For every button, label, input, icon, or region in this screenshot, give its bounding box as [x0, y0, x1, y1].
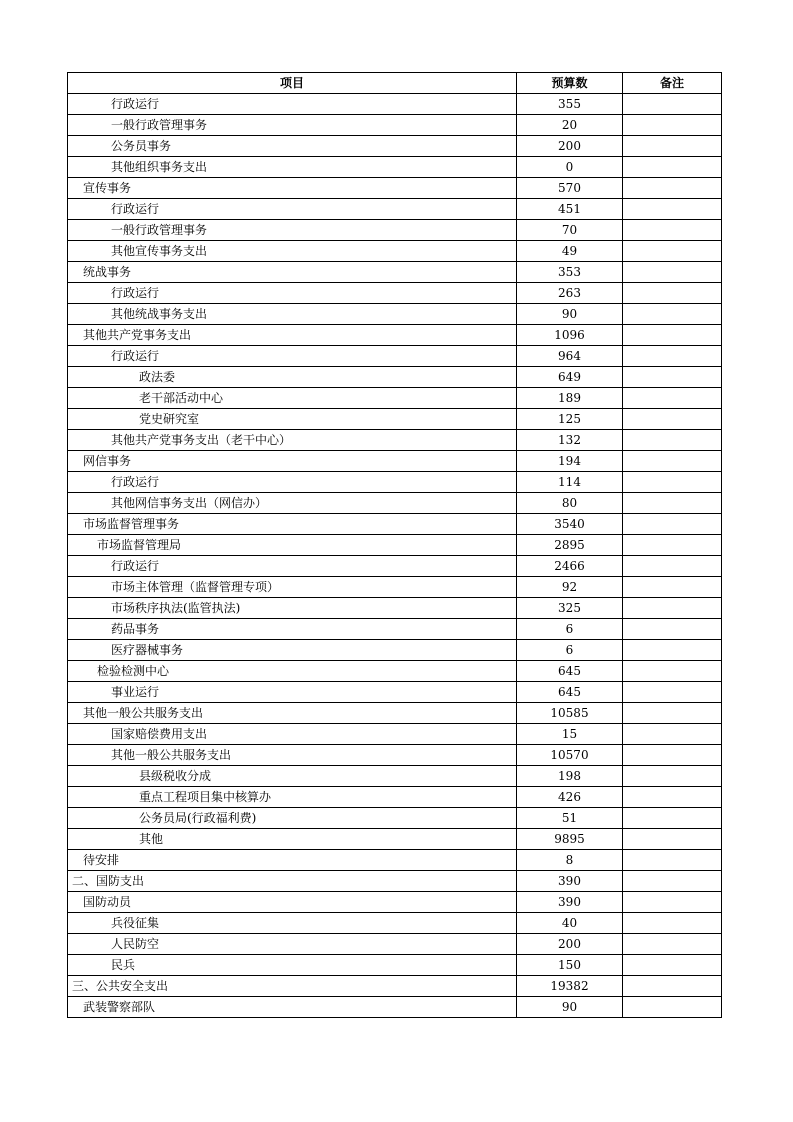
- table-row: [68, 325, 722, 346]
- row-value: 200: [517, 934, 623, 955]
- row-remark: [623, 115, 722, 136]
- row-value: 353: [517, 262, 623, 283]
- row-remark: [623, 703, 722, 724]
- row-label: 行政运行: [68, 94, 517, 115]
- table-row: [68, 703, 722, 724]
- row-label: 待安排: [68, 850, 517, 871]
- row-value: 150: [517, 955, 623, 976]
- row-value: 189: [517, 388, 623, 409]
- row-label: 宣传事务: [68, 178, 517, 199]
- row-remark: [623, 94, 722, 115]
- row-remark: [623, 430, 722, 451]
- row-remark: [623, 199, 722, 220]
- row-label: 检验检测中心: [68, 661, 517, 682]
- row-remark: [623, 934, 722, 955]
- table-row: [68, 871, 722, 892]
- row-value: 964: [517, 346, 623, 367]
- row-value: 20: [517, 115, 623, 136]
- row-remark: [623, 892, 722, 913]
- table-row: [68, 472, 722, 493]
- table-row: [68, 304, 722, 325]
- row-value: 51: [517, 808, 623, 829]
- row-label: 国家赔偿费用支出: [68, 724, 517, 745]
- row-label: 一般行政管理事务: [68, 115, 517, 136]
- row-remark: [623, 682, 722, 703]
- row-remark: [623, 136, 722, 157]
- table-row: [68, 808, 722, 829]
- row-remark: [623, 997, 722, 1018]
- row-label: 二、国防支出: [68, 871, 517, 892]
- row-remark: [623, 766, 722, 787]
- row-remark: [623, 451, 722, 472]
- header-budget: 预算数: [517, 73, 623, 94]
- row-remark: [623, 724, 722, 745]
- table-row: [68, 283, 722, 304]
- row-remark: [623, 535, 722, 556]
- row-label: 市场秩序执法(监管执法): [68, 598, 517, 619]
- row-value: 10570: [517, 745, 623, 766]
- row-remark: [623, 871, 722, 892]
- row-label: 老干部活动中心: [68, 388, 517, 409]
- row-value: 0: [517, 157, 623, 178]
- row-value: 325: [517, 598, 623, 619]
- row-label: 民兵: [68, 955, 517, 976]
- row-value: 2466: [517, 556, 623, 577]
- table-row: [68, 997, 722, 1018]
- row-label: 其他共产党事务支出（老干中心）: [68, 430, 517, 451]
- row-label: 其他一般公共服务支出: [68, 703, 517, 724]
- row-label: 党史研究室: [68, 409, 517, 430]
- table-row: [68, 640, 722, 661]
- row-value: 1096: [517, 325, 623, 346]
- row-remark: [623, 283, 722, 304]
- row-remark: [623, 388, 722, 409]
- row-remark: [623, 577, 722, 598]
- table-row: [68, 535, 722, 556]
- table-row: [68, 766, 722, 787]
- table-row: [68, 892, 722, 913]
- row-remark: [623, 241, 722, 262]
- row-remark: [623, 346, 722, 367]
- row-label: 行政运行: [68, 556, 517, 577]
- table-row: [68, 136, 722, 157]
- row-value: 49: [517, 241, 623, 262]
- table-row: [68, 115, 722, 136]
- table-header-row: [68, 73, 722, 94]
- row-value: 6: [517, 640, 623, 661]
- row-label: 行政运行: [68, 283, 517, 304]
- row-value: 6: [517, 619, 623, 640]
- row-remark: [623, 325, 722, 346]
- row-remark: [623, 514, 722, 535]
- table-row: [68, 367, 722, 388]
- table-row: [68, 493, 722, 514]
- table-row: [68, 682, 722, 703]
- table-row: [68, 514, 722, 535]
- row-label: 兵役征集: [68, 913, 517, 934]
- row-remark: [623, 745, 722, 766]
- table-row: [68, 388, 722, 409]
- row-value: 426: [517, 787, 623, 808]
- table-row: [68, 619, 722, 640]
- row-value: 198: [517, 766, 623, 787]
- table-row: [68, 955, 722, 976]
- table-row: [68, 241, 722, 262]
- row-value: 645: [517, 682, 623, 703]
- row-remark: [623, 409, 722, 430]
- table-row: [68, 577, 722, 598]
- row-label: 县级税收分成: [68, 766, 517, 787]
- row-remark: [623, 367, 722, 388]
- row-remark: [623, 640, 722, 661]
- table-row: [68, 913, 722, 934]
- row-remark: [623, 850, 722, 871]
- row-label: 重点工程项目集中核算办: [68, 787, 517, 808]
- row-value: 114: [517, 472, 623, 493]
- row-value: 570: [517, 178, 623, 199]
- row-label: 武装警察部队: [68, 997, 517, 1018]
- table-row: [68, 262, 722, 283]
- row-label: 公务员事务: [68, 136, 517, 157]
- row-value: 90: [517, 304, 623, 325]
- row-label: 公务员局(行政福利费): [68, 808, 517, 829]
- row-remark: [623, 829, 722, 850]
- row-value: 19382: [517, 976, 623, 997]
- table-row: [68, 220, 722, 241]
- row-remark: [623, 976, 722, 997]
- row-label: 其他共产党事务支出: [68, 325, 517, 346]
- row-value: 645: [517, 661, 623, 682]
- row-value: 90: [517, 997, 623, 1018]
- row-label: 其他: [68, 829, 517, 850]
- row-remark: [623, 262, 722, 283]
- row-value: 390: [517, 871, 623, 892]
- row-value: 263: [517, 283, 623, 304]
- row-label: 事业运行: [68, 682, 517, 703]
- row-value: 451: [517, 199, 623, 220]
- row-label: 市场监督管理局: [68, 535, 517, 556]
- row-label: 市场监督管理事务: [68, 514, 517, 535]
- row-label: 网信事务: [68, 451, 517, 472]
- row-label: 行政运行: [68, 199, 517, 220]
- row-remark: [623, 955, 722, 976]
- row-value: 40: [517, 913, 623, 934]
- row-remark: [623, 157, 722, 178]
- row-label: 三、公共安全支出: [68, 976, 517, 997]
- row-remark: [623, 472, 722, 493]
- table-row: [68, 787, 722, 808]
- row-label: 其他网信事务支出（网信办）: [68, 493, 517, 514]
- row-label: 人民防空: [68, 934, 517, 955]
- row-value: 132: [517, 430, 623, 451]
- row-label: 医疗器械事务: [68, 640, 517, 661]
- row-label: 国防动员: [68, 892, 517, 913]
- table-row: [68, 199, 722, 220]
- row-label: 统战事务: [68, 262, 517, 283]
- table-row: [68, 346, 722, 367]
- row-remark: [623, 493, 722, 514]
- table-row: [68, 178, 722, 199]
- row-value: 200: [517, 136, 623, 157]
- row-value: 194: [517, 451, 623, 472]
- row-remark: [623, 619, 722, 640]
- row-remark: [623, 304, 722, 325]
- table-row: [68, 598, 722, 619]
- row-value: 92: [517, 577, 623, 598]
- row-value: 80: [517, 493, 623, 514]
- row-value: 2895: [517, 535, 623, 556]
- table-row: [68, 934, 722, 955]
- table-row: [68, 556, 722, 577]
- row-label: 其他一般公共服务支出: [68, 745, 517, 766]
- row-value: 70: [517, 220, 623, 241]
- row-label: 药品事务: [68, 619, 517, 640]
- table-row: [68, 661, 722, 682]
- row-remark: [623, 787, 722, 808]
- table-row: [68, 94, 722, 115]
- row-label: 其他宣传事务支出: [68, 241, 517, 262]
- table-row: [68, 724, 722, 745]
- header-remark: 备注: [623, 73, 722, 94]
- table-row: [68, 976, 722, 997]
- row-remark: [623, 598, 722, 619]
- row-value: 3540: [517, 514, 623, 535]
- table-row: [68, 829, 722, 850]
- table-row: [68, 850, 722, 871]
- row-value: 390: [517, 892, 623, 913]
- row-value: 125: [517, 409, 623, 430]
- row-remark: [623, 220, 722, 241]
- row-remark: [623, 661, 722, 682]
- budget-table: [67, 72, 722, 1018]
- header-item: 项目: [68, 73, 517, 94]
- row-label: 政法委: [68, 367, 517, 388]
- table-row: [68, 745, 722, 766]
- row-label: 市场主体管理（监督管理专项）: [68, 577, 517, 598]
- row-value: 355: [517, 94, 623, 115]
- table-row: [68, 451, 722, 472]
- row-value: 9895: [517, 829, 623, 850]
- row-value: 8: [517, 850, 623, 871]
- row-label: 其他组织事务支出: [68, 157, 517, 178]
- row-label: 行政运行: [68, 472, 517, 493]
- row-value: 649: [517, 367, 623, 388]
- table-row: [68, 409, 722, 430]
- row-remark: [623, 556, 722, 577]
- table-row: [68, 157, 722, 178]
- row-value: 15: [517, 724, 623, 745]
- row-label: 其他统战事务支出: [68, 304, 517, 325]
- row-remark: [623, 808, 722, 829]
- row-label: 行政运行: [68, 346, 517, 367]
- row-value: 10585: [517, 703, 623, 724]
- row-label: 一般行政管理事务: [68, 220, 517, 241]
- row-remark: [623, 913, 722, 934]
- table-row: [68, 430, 722, 451]
- row-remark: [623, 178, 722, 199]
